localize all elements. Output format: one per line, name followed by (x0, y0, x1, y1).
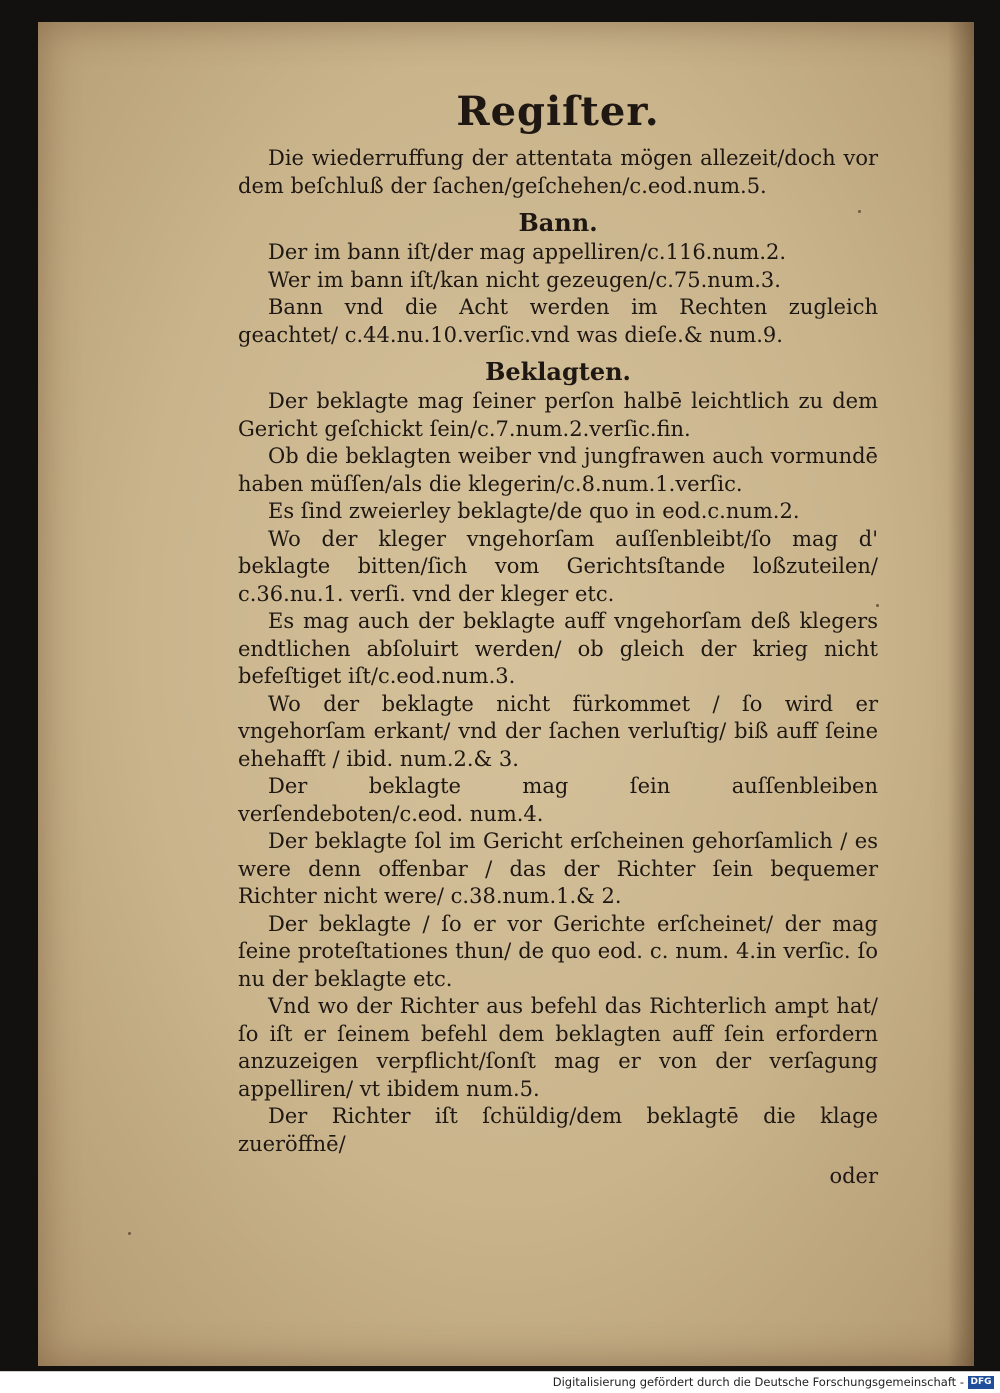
register-entry: Wo der beklagte nicht fürkommet / ſo wird er vngehorſam erkant/ vnd der ſachen verluſtig/ biß auff ſeine ehehafft / ibid. num.2.& 3. (238, 691, 878, 771)
register-entry: Vnd wo der Richter aus befehl das Richterlich ampt hat/ ſo iſt er ſeinem befehl dem beklagten auff ſein erfordern anzuzeigen verpflicht/ſonſt mag er von der verſagung appelliren/ vt ibidem num.5. (238, 994, 878, 1101)
register-entry: Es ſind zweierley beklagte/de quo in eod.c.num.2. (268, 499, 800, 523)
dfg-logo-icon: DFG (968, 1376, 994, 1389)
register-entry: Der beklagte mag ſein auſſenbleiben verſendeboten/c.eod. num.4. (238, 774, 878, 826)
paper-speck (128, 1232, 131, 1235)
register-entry: Der beklagte / ſo er vor Gerichte erſcheinet/ der mag ſeine proteſtationes thun/ de quo eod. c. num. 4.in verſic. ſo nu der beklagte etc. (238, 911, 878, 991)
register-entry: Der im bann iſt/der mag appelliren/c.116.num.2. (268, 240, 787, 264)
section-heading-beklagten: Beklagten. (485, 357, 631, 386)
register-entry: Der Richter iſt ſchüldig/dem beklagtē die klage zueröffnē/ (238, 1104, 878, 1156)
register-entry: Der beklagte ſol im Gericht erſcheinen gehorſamlich / es were denn offenbar / das der Richter ſein bequemer Richter nicht were/ c.38.num.1.& 2. (238, 829, 878, 908)
footer-bar (0, 1371, 1000, 1393)
register-entry: Wer im bann iſt/kan nicht gezeugen/c.75.num.3. (268, 267, 781, 292)
register-entry: Bann vnd die Acht werden im Rechten zugleich geachtet/ c.44.nu.10.verſic.vnd was dieſe.& num.9. (238, 295, 878, 347)
page-title: Regiſter. (456, 88, 660, 135)
page-edge-shadow (948, 22, 974, 1366)
register-entry: Der beklagte mag ſeiner perſon halbē leichtlich zu dem Gericht geſchickt ſein/c.7.num.2.verſic.fin. (238, 389, 878, 441)
register-text (238, 70, 878, 1188)
catchword: oder (829, 1164, 878, 1188)
funding-notice: Digitalisierung gefördert durch die Deutsche Forschungsgemeinschaft - (552, 1375, 964, 1389)
register-entry: Wo der kleger vngehorſam auſſenbleibt/ſo mag d' beklagte bitten/ſich vom Gerichtsſtande loßzuteilen/ c.36.nu.1. verſi. vnd der kleger etc. (238, 526, 878, 606)
section-heading-bann: Bann. (518, 208, 598, 237)
register-entry: Es mag auch der beklagte auff vngehorſam deß klegers endtlichen abſoluirt werden/ ob gleich der krieg nicht befeſtiget iſt/c.eod.num.3. (238, 609, 878, 688)
register-entry: Ob die beklagten weiber vnd jungfrawen auch vormundē haben müſſen/als die klegerin/c.8.num.1.verſic. (238, 444, 878, 496)
intro-entry: Die wiederruffung der attentata mögen allezeit/doch vor dem beſchluß der ſachen/geſchehen/c.eod.num.5. (238, 146, 878, 198)
book-page (38, 22, 974, 1366)
